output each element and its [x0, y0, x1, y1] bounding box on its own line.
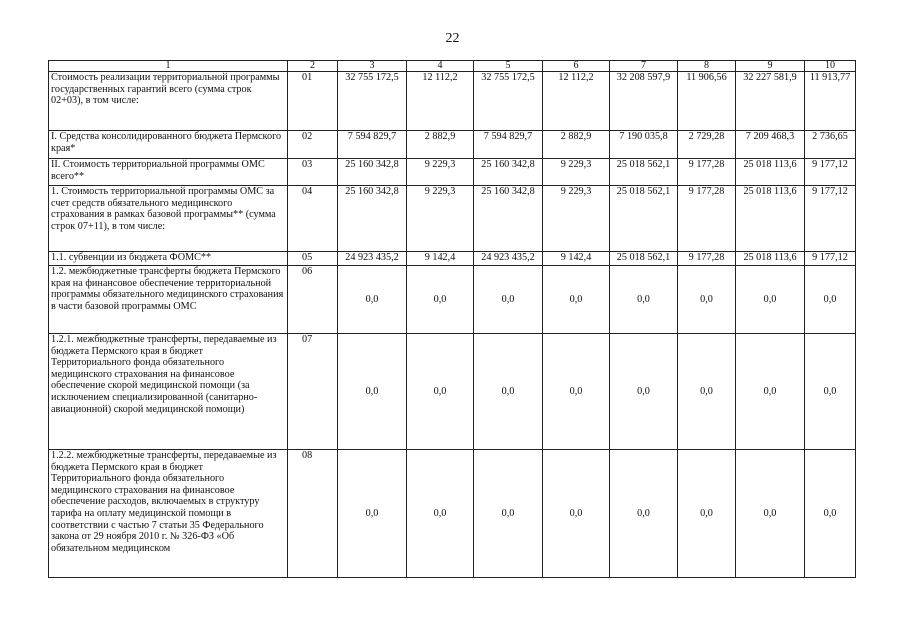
cell-value: 0,0 [543, 334, 610, 450]
row-label: Стоимость реализации территориальной программы государственных гарантий всего (сумма строк 02+03), в том числе: [49, 72, 288, 131]
cell-value: 0,0 [474, 266, 543, 334]
header-cell: 5 [474, 61, 543, 72]
cell-value: 9 177,12 [805, 186, 856, 252]
cell-value: 0,0 [805, 450, 856, 578]
table-row [49, 72, 856, 131]
header-cell: 7 [610, 61, 678, 72]
page-number: 22 [445, 31, 460, 46]
cell-value: 0,0 [407, 450, 474, 578]
cell-value: 0,0 [678, 334, 736, 450]
row-label: 1.2.1. межбюджетные трансферты, передаваемые из бюджета Пермского края в бюджет Территориального фонда обязательного медицинского страхования на финансовое обеспечение скорой медицинской помощи (за исключением специализированной (санитарно-авиационной) скорой медицинской помощи) [49, 334, 288, 450]
cell-value: 0,0 [610, 266, 678, 334]
cell-value: 0,0 [678, 450, 736, 578]
cell-value: 7 594 829,7 [338, 131, 407, 159]
cell-value: 9 177,28 [678, 252, 736, 266]
cell-value: 9 142,4 [543, 252, 610, 266]
table-row [49, 131, 856, 159]
table-header-row [49, 61, 856, 72]
cell-value: 0,0 [805, 266, 856, 334]
cell-value: 25 160 342,8 [338, 186, 407, 252]
cell-value: 11 906,56 [678, 72, 736, 131]
cell-value: 0,0 [736, 334, 805, 450]
cell-value: 32 755 172,5 [338, 72, 407, 131]
cell-value: 25 018 113,6 [736, 252, 805, 266]
cell-value: 0,0 [474, 450, 543, 578]
row-code: 01 [288, 72, 338, 131]
cell-value: 25 018 562,1 [610, 252, 678, 266]
header-cell: 8 [678, 61, 736, 72]
cell-value: 9 229,3 [543, 159, 610, 186]
cell-value: 9 229,3 [407, 159, 474, 186]
cell-value: 12 112,2 [543, 72, 610, 131]
cell-value: 9 142,4 [407, 252, 474, 266]
cell-value: 12 112,2 [407, 72, 474, 131]
cell-value: 25 018 562,1 [610, 186, 678, 252]
header-cell: 9 [736, 61, 805, 72]
header-cell: 6 [543, 61, 610, 72]
cell-value: 0,0 [736, 266, 805, 334]
table-row [49, 450, 856, 578]
cell-value: 25 018 113,6 [736, 186, 805, 252]
cell-value: 7 594 829,7 [474, 131, 543, 159]
cell-value: 9 177,12 [805, 252, 856, 266]
cell-value: 0,0 [678, 266, 736, 334]
table-row [49, 252, 856, 266]
cell-value: 25 160 342,8 [338, 159, 407, 186]
cell-value: 9 229,3 [543, 186, 610, 252]
cell-value: 2 882,9 [543, 131, 610, 159]
cell-value: 32 208 597,9 [610, 72, 678, 131]
row-label: I. Средства консолидированного бюджета Пермского края* [49, 131, 288, 159]
cell-value: 24 923 435,2 [474, 252, 543, 266]
table-row [49, 186, 856, 252]
cell-value: 0,0 [736, 450, 805, 578]
cell-value: 25 018 113,6 [736, 159, 805, 186]
cell-value: 0,0 [407, 266, 474, 334]
header-cell: 1 [49, 61, 288, 72]
cell-value: 0,0 [543, 450, 610, 578]
header-cell: 10 [805, 61, 856, 72]
cell-value: 2 882,9 [407, 131, 474, 159]
row-label: 1.1. субвенции из бюджета ФОМС** [49, 252, 288, 266]
cell-value: 9 229,3 [407, 186, 474, 252]
cell-value: 9 177,12 [805, 159, 856, 186]
cell-value: 0,0 [610, 334, 678, 450]
cell-value: 0,0 [610, 450, 678, 578]
row-code: 08 [288, 450, 338, 578]
row-code: 06 [288, 266, 338, 334]
cell-value: 0,0 [543, 266, 610, 334]
row-code: 04 [288, 186, 338, 252]
header-cell: 3 [338, 61, 407, 72]
header-cell: 4 [407, 61, 474, 72]
cell-value: 32 227 581,9 [736, 72, 805, 131]
cell-value: 0,0 [338, 334, 407, 450]
cell-value: 2 729,28 [678, 131, 736, 159]
table-row [49, 266, 856, 334]
cell-value: 9 177,28 [678, 159, 736, 186]
row-code: 02 [288, 131, 338, 159]
cell-value: 7 209 468,3 [736, 131, 805, 159]
cell-value: 0,0 [805, 334, 856, 450]
cell-value: 24 923 435,2 [338, 252, 407, 266]
cell-value: 2 736,65 [805, 131, 856, 159]
budget-table [48, 60, 856, 578]
cell-value: 0,0 [338, 266, 407, 334]
row-label: 1.2. межбюджетные трансферты бюджета Пермского края на финансовое обеспечение территориальной программы обязательного медицинского страхования в части базовой программы ОМС [49, 266, 288, 334]
cell-value: 0,0 [407, 334, 474, 450]
cell-value: 32 755 172,5 [474, 72, 543, 131]
cell-value: 7 190 035,8 [610, 131, 678, 159]
cell-value: 11 913,77 [805, 72, 856, 131]
cell-value: 25 018 562,1 [610, 159, 678, 186]
table-row [49, 334, 856, 450]
row-label: II. Стоимость территориальной программы ОМС всего** [49, 159, 288, 186]
row-code: 03 [288, 159, 338, 186]
header-cell: 2 [288, 61, 338, 72]
cell-value: 25 160 342,8 [474, 159, 543, 186]
cell-value: 0,0 [474, 334, 543, 450]
cell-value: 9 177,28 [678, 186, 736, 252]
cell-value: 0,0 [338, 450, 407, 578]
row-code: 07 [288, 334, 338, 450]
row-label: 1. Стоимость территориальной программы ОМС за счет средств обязательного медицинского страхования в рамках базовой программы** (сумма строк 07+11), в том числе: [49, 186, 288, 252]
row-code: 05 [288, 252, 338, 266]
table-row [49, 159, 856, 186]
row-label: 1.2.2. межбюджетные трансферты, передаваемые из бюджета Пермского края в бюджет Территориального фонда обязательного медицинского страхования на финансовое обеспечение расходов, включаемых в структуру тарифа на оплату медицинской помощи в соответствии с частью 7 статьи 35 Федерального закона от 29 ноября 2010 г. № 326-ФЗ «Об обязательном медицинском [49, 450, 288, 578]
cell-value: 25 160 342,8 [474, 186, 543, 252]
